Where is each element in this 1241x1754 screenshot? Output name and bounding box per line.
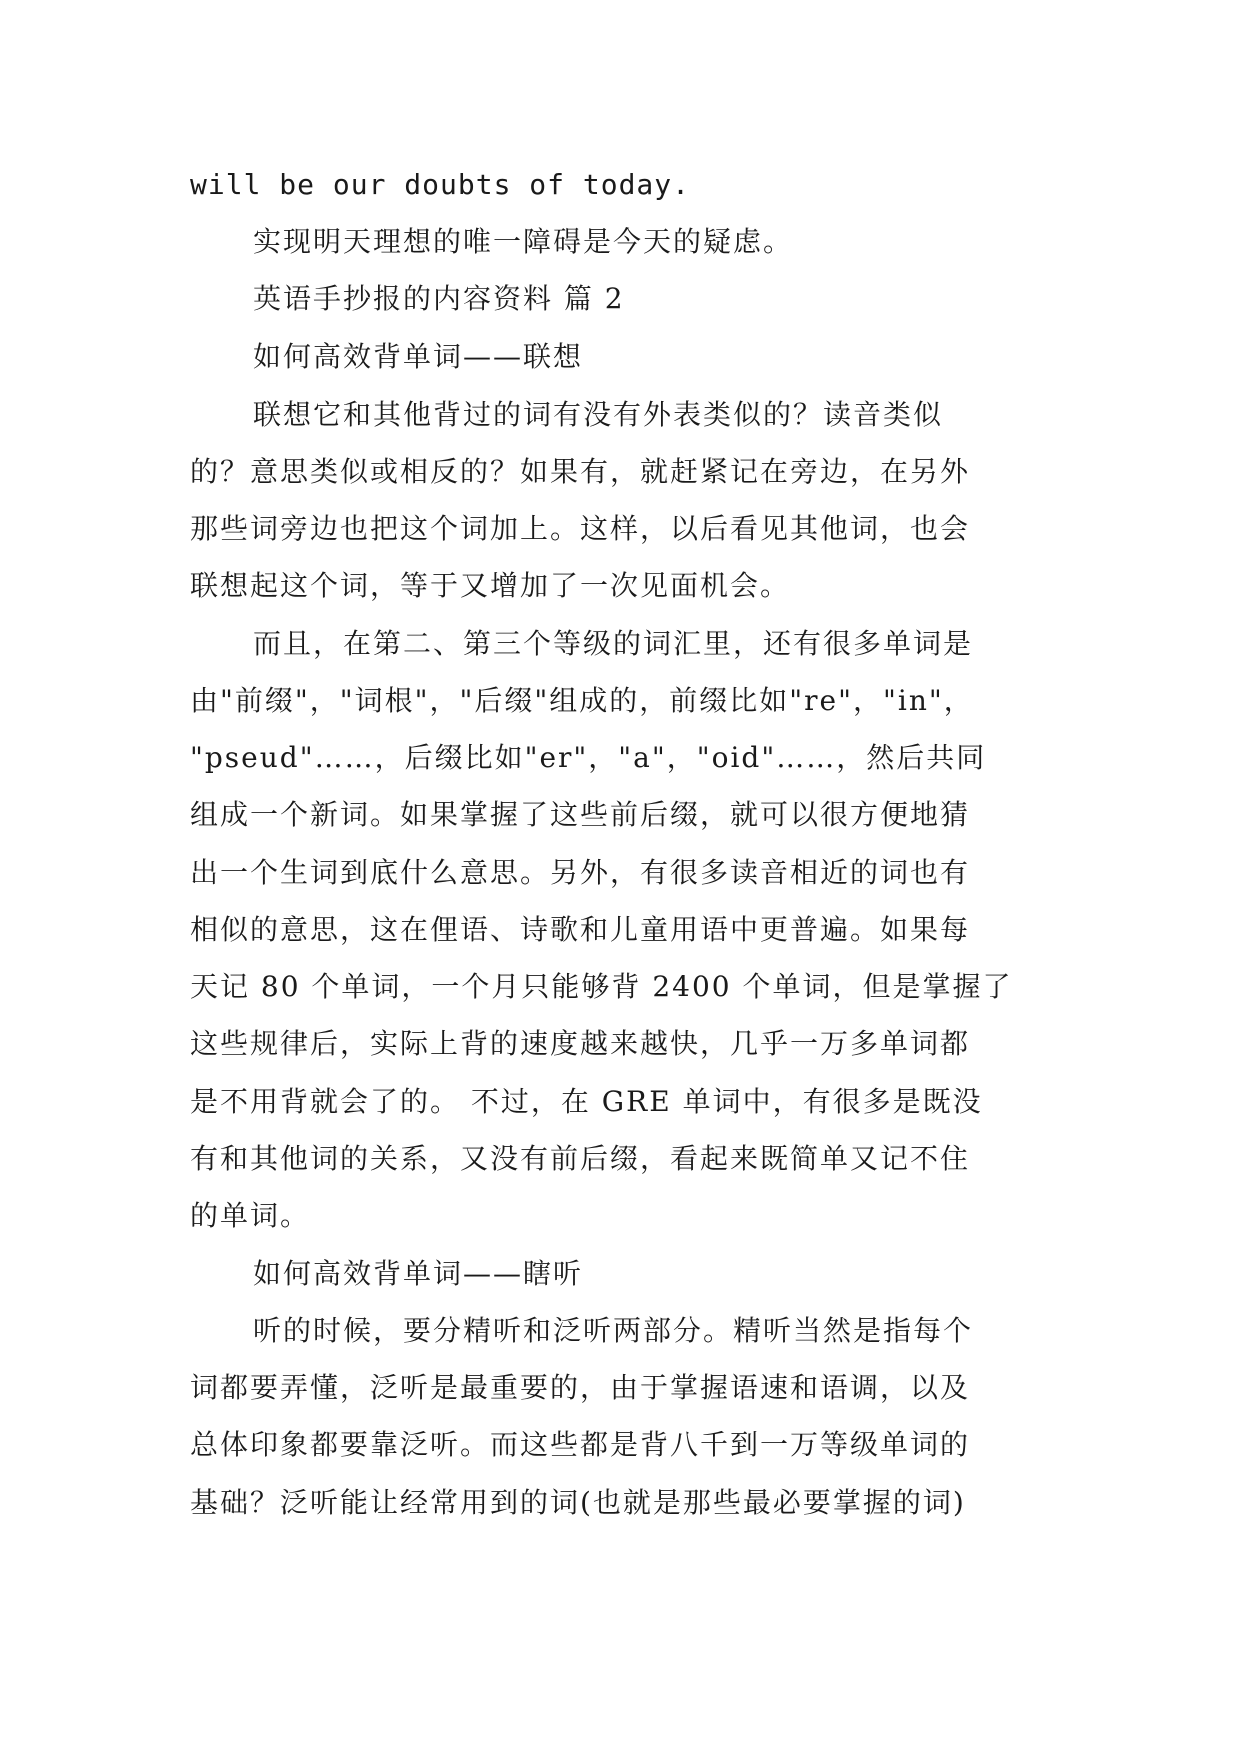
paragraph-1-line-3: 那些词旁边也把这个词加上。这样，以后看见其他词，也会 — [190, 512, 971, 545]
text-line-chinese-quote: 实现明天理想的唯一障碍是今天的疑虑。 — [253, 225, 794, 258]
paragraph-2-line-5: 出一个生词到底什么意思。另外，有很多读音相近的词也有 — [190, 856, 971, 889]
paragraph-2-line-11: 的单词。 — [190, 1199, 311, 1232]
paragraph-3-line-4: 基础？泛听能让经常用到的词(也就是那些最必要掌握的词) — [190, 1486, 966, 1519]
paragraph-3-line-2: 词都要弄懂，泛听是最重要的，由于掌握语速和语调，以及 — [190, 1371, 971, 1404]
paragraph-2-line-3: "pseud"……，后缀比如"er"，"a"，"oid"……，然后共同 — [190, 741, 987, 774]
paragraph-1-line-2: 的？意思类似或相反的？如果有，就赶紧记在旁边，在另外 — [190, 455, 971, 488]
paragraph-2-line-1: 而且，在第二、第三个等级的词汇里，还有很多单词是 — [253, 627, 974, 660]
text-line-english-quote: will be our doubts of today. — [190, 168, 691, 201]
subheading-listening: 如何高效背单词——瞎听 — [253, 1257, 584, 1290]
paragraph-1-line-1: 联想它和其他背过的词有没有外表类似的？读音类似 — [253, 398, 944, 431]
paragraph-2-line-7: 天记 80 个单词，一个月只能够背 2400 个单词，但是掌握了 — [190, 970, 1013, 1003]
paragraph-3-line-3: 总体印象都要靠泛听。而这些都是背八千到一万等级单词的 — [190, 1428, 971, 1461]
paragraph-2-line-4: 组成一个新词。如果掌握了这些前后缀，就可以很方便地猜 — [190, 798, 971, 831]
paragraph-2-line-10: 有和其他词的关系，又没有前后缀，看起来既简单又记不住 — [190, 1142, 971, 1175]
paragraph-1-line-4: 联想起这个词，等于又增加了一次见面机会。 — [190, 569, 791, 602]
paragraph-2-line-6: 相似的意思，这在俚语、诗歌和儿童用语中更普遍。如果每 — [190, 913, 971, 946]
paragraph-2-line-2: 由"前缀"，"词根"，"后缀"组成的，前缀比如"re"，"in"， — [190, 684, 974, 717]
paragraph-2-line-9: 是不用背就会了的。 不过，在 GRE 单词中，有很多是既没 — [190, 1085, 983, 1118]
section-heading: 英语手抄报的内容资料 篇 2 — [253, 282, 625, 315]
paragraph-2-line-8: 这些规律后，实际上背的速度越来越快，几乎一万多单词都 — [190, 1027, 971, 1060]
paragraph-3-line-1: 听的时候，要分精听和泛听两部分。精听当然是指每个 — [253, 1314, 974, 1347]
subheading-association: 如何高效背单词——联想 — [253, 340, 584, 373]
